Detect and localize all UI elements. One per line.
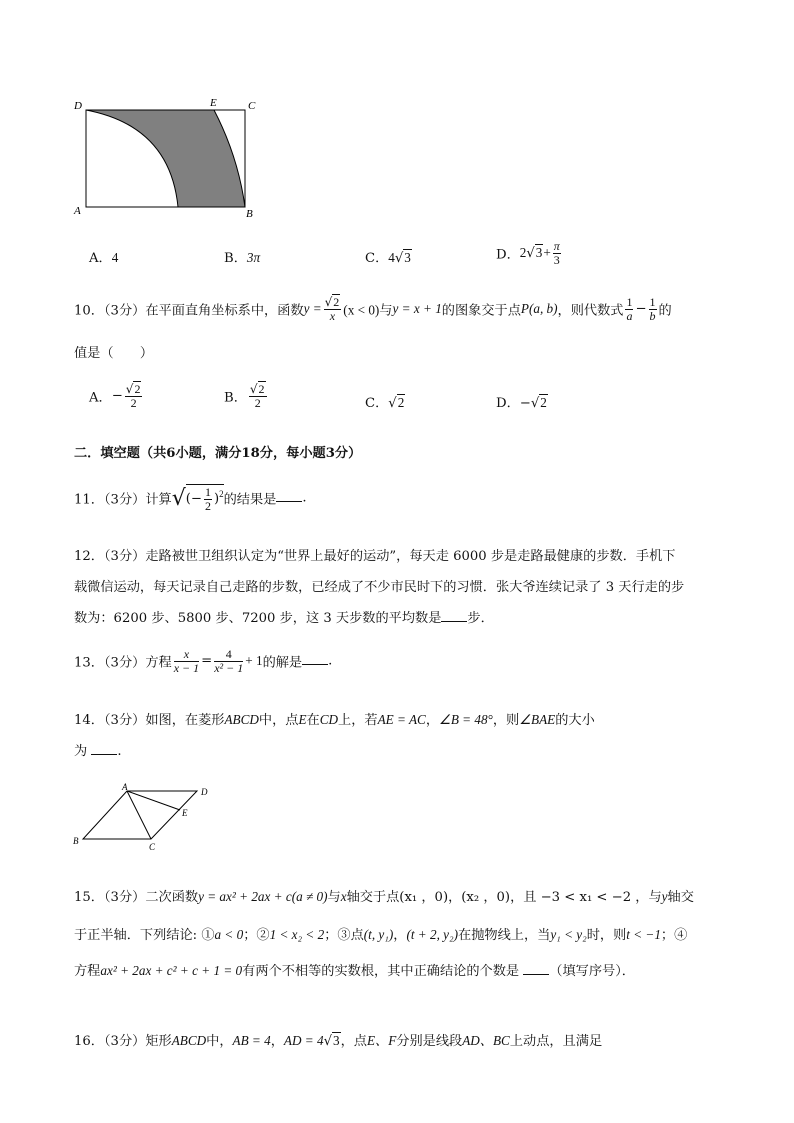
q10-line1: 10．（3分）在平面直角坐标系中，函数y = $\frac{√2}{x}$ (x < 0)与y = x + 1的图象交于点P(a, b)，则代数式 $\frac{1}{a}$ − $\frac{1}{b}$ 的 xyxy=(74,295,672,323)
q12-line2: 载微信运动，每天记录自己走路的步数，已经成了不少市民时下的习惯．张大爷连续记录了 3 天行走的步 xyxy=(74,580,685,595)
q15-line1: 15．（3分）二次函数y = ax² + 2ax + c(a ≠ 0)与x轴交于点(x₁ ，0)，(x₂ ，0)，且 −3 < x₁ < −2 ，与y轴交 xyxy=(74,889,694,905)
label-A: A xyxy=(74,205,81,217)
q14-line2: 为 . xyxy=(74,744,122,759)
label-A: A xyxy=(122,782,128,792)
q15-answer-blank[interactable] xyxy=(523,962,549,975)
shaded-region xyxy=(86,110,245,207)
q15-line2: 于正半轴．下列结论: ①a < 0；②1 < x₂ < 2；③点(t, y₁)，(t + 2, y₂)在抛物线上，当y₁ < y₂时，则t < −1；④ xyxy=(74,927,688,943)
q13: 13．（3分）方程 $\frac{x}{x - 1}$ = $\frac{4}{\text{x² − 1}}$ + 1的解是 . xyxy=(74,647,333,675)
label-B: B xyxy=(73,836,79,846)
label-C: C xyxy=(149,842,156,852)
q9-option-a: A．4 xyxy=(89,250,119,266)
q12-line1: 12．（3分）走路被世卫组织认定为“世界上最好的运动”，每天走 6000 步是走路最健康的步数．手机下 xyxy=(74,549,676,564)
q14-figure xyxy=(70,782,220,854)
q15-line3: 方程ax² + 2ax + c² + c + 1 = 0有两个不相等的实数根，其中正确结论的个数是 （填写序号）． xyxy=(74,963,635,979)
q12-answer-blank[interactable] xyxy=(441,609,467,622)
q9-option-b: B．3π xyxy=(224,250,261,266)
q10-line2: 值是（ ） xyxy=(74,346,154,361)
q11: 11．（3分）计算√(− $\frac{1}{2}$ )$^2$的结果是 . xyxy=(74,485,307,513)
q9-figure xyxy=(70,96,270,220)
q10-option-a: A．− $\frac{√2}{2}$ xyxy=(89,382,141,410)
q16-line1: 16．（3分）矩形ABCD中，AB = 4，AD = 4√3，点E、F分别是线段AD、BC上动点，且满足 xyxy=(74,1033,603,1049)
q14-answer-blank[interactable] xyxy=(91,742,117,755)
q11-answer-blank[interactable] xyxy=(276,489,302,502)
label-D: D xyxy=(74,100,82,112)
label-E: E xyxy=(210,97,217,109)
label-C: C xyxy=(248,100,256,112)
q10-option-d: D．−√2 xyxy=(496,395,547,411)
q14-line1: 14．（3分）如图，在菱形ABCD中，点E在CD上，若AE = AC，∠B = 48°，则∠BAE的大小 xyxy=(74,712,595,728)
q12-line3: 数为：6200 步、5800 步、7200 步，这 3 天步数的平均数是 步． xyxy=(74,611,494,626)
label-E: E xyxy=(182,808,188,818)
label-D: D xyxy=(201,787,208,797)
q9-option-d: D．2√3+ $\frac{\pi}{3}$ xyxy=(496,239,560,267)
q13-answer-blank[interactable] xyxy=(302,652,328,665)
label-B: B xyxy=(246,208,253,220)
q10-option-c: C．√2 xyxy=(365,395,405,411)
section-heading: 二．填空题（共6小题，满分18分，每小题3分） xyxy=(74,446,362,461)
rhombus-abcd xyxy=(83,791,197,839)
q9-option-c: C．4√3 xyxy=(365,250,411,266)
q10-option-b: B． $\frac{√2}{2}$ xyxy=(224,382,265,410)
